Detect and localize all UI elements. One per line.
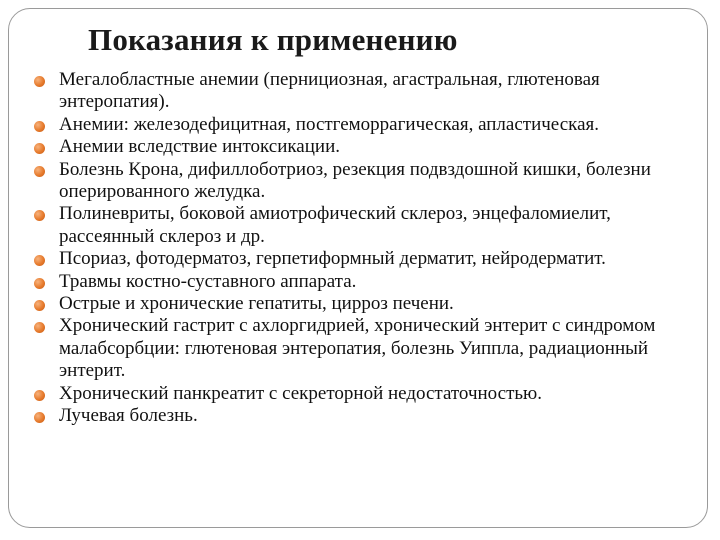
list-item-text: Хронический гастрит с ахлоргидрией, хронический энтерит с синдромом малабсорбции: глютеновая энтеропатия, болезнь Уиппла, радиационный энтерит. <box>59 315 656 382</box>
indications-list <box>34 69 698 428</box>
slide-title: Показания к применению <box>88 22 458 57</box>
list-item-text: Болезнь Крона, дифиллоботриоз, резекция подвздошной кишки, болезни оперированного желудка. <box>59 158 651 203</box>
list-item-text: Полиневриты, боковой амиотрофический склероз, энцефаломиелит, рассеянный склероз и др. <box>59 203 611 247</box>
bullet-icon <box>34 412 45 423</box>
list-item-text: Острые и хронические гепатиты, цирроз печени. <box>59 293 454 315</box>
bullet-icon <box>34 76 45 87</box>
bullet-icon <box>34 300 45 311</box>
list-item <box>34 203 698 248</box>
list-item-text: Мегалобластные анемии (пернициозная, агастральная, глютеновая энтеропатия). <box>59 69 600 113</box>
list-item <box>34 315 698 382</box>
bullet-icon <box>34 166 45 177</box>
list-item <box>34 114 698 136</box>
list-item-text: Хронический панкреатит с секреторной недостаточностью. <box>59 382 542 404</box>
list-item <box>34 271 698 293</box>
list-item-text: Лучевая болезнь. <box>59 405 198 427</box>
list-item-text: Анемии вследствие интоксикации. <box>59 136 340 158</box>
bullet-icon <box>34 210 45 221</box>
bullet-icon <box>34 255 45 266</box>
list-item-text: Анемии: железодефицитная, постгеморрагическая, апластическая. <box>59 113 600 135</box>
bullet-icon <box>34 143 45 154</box>
bullet-icon <box>34 121 45 132</box>
list-item-text: Травмы костно-суставного аппарата. <box>59 270 357 292</box>
list-item <box>34 248 698 270</box>
list-item <box>34 293 698 315</box>
list-item <box>34 136 698 158</box>
list-item <box>34 159 698 204</box>
bullet-icon <box>34 278 45 289</box>
list-item <box>34 69 698 114</box>
list-item <box>34 405 698 427</box>
list-item <box>34 383 698 405</box>
list-item-text: Псориаз, фотодерматоз, герпетиформный дерматит, нейродерматит. <box>59 248 606 270</box>
bullet-icon <box>34 322 45 333</box>
bullet-icon <box>34 390 45 401</box>
